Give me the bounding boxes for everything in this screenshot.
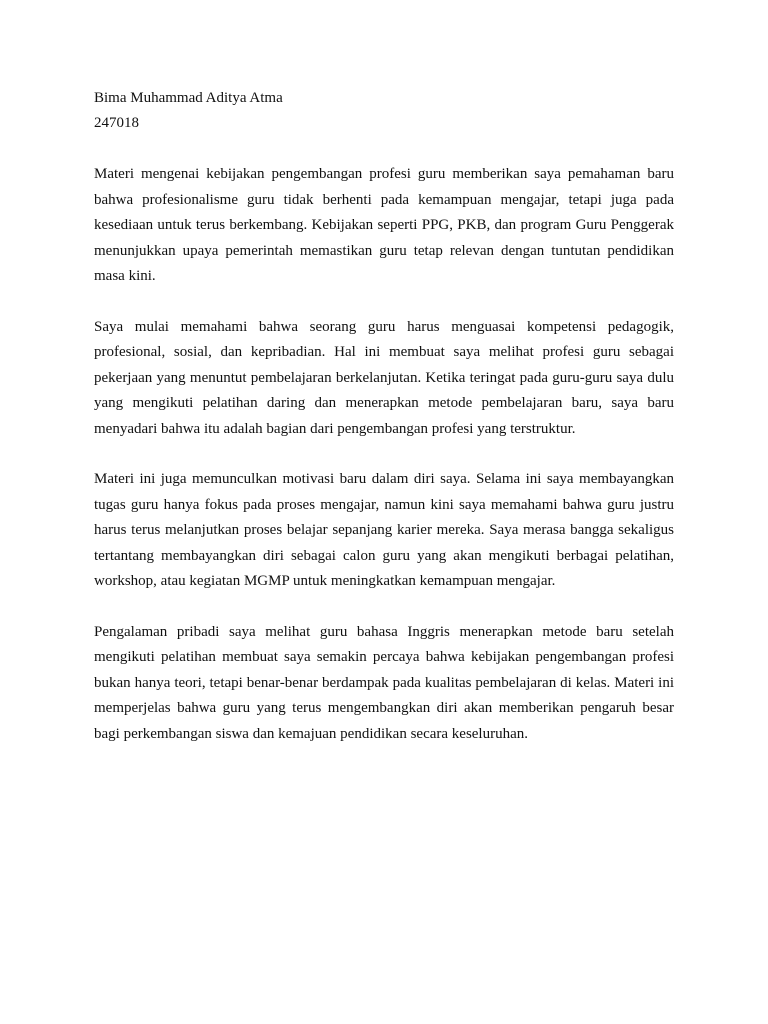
paragraph-2: Saya mulai memahami bahwa seorang guru harus menguasai kompetensi pedagogik, profesional, sosial, dan kepribadian. Hal ini membuat saya melihat profesi guru sebagai pekerjaan yang menuntut pembelajaran berkelanjutan. Ketika teringat pada guru-guru saya dulu yang mengikuti pelatihan daring dan menerapkan metode pembelajaran baru, saya baru menyadari bahwa itu adalah bagian dari pengembangan profesi yang terstruktur. (94, 318, 674, 437)
author-name: Bima Muhammad Aditya Atma (94, 90, 283, 106)
spacer (94, 595, 674, 620)
document-body (94, 86, 674, 747)
student-id: 247018 (94, 115, 139, 131)
paragraph-1: Materi mengenai kebijakan pengembangan profesi guru memberikan saya pemahaman baru bahwa profesionalisme guru tidak berhenti pada kemampuan mengajar, tetapi juga pada kesediaan untuk terus berkembang. Kebijakan seperti PPG, PKB, dan program Guru Penggerak menunjukkan upaya pemerintah memastikan guru tetap relevan dengan tuntutan pendidikan masa kini. (94, 166, 674, 284)
paragraph-4: Pengalaman pribadi saya melihat guru bahasa Inggris menerapkan metode baru setelah mengikuti pelatihan membuat saya semakin percaya bahwa kebijakan pengembangan profesi bukan hanya teori, tetapi benar-benar berdampak pada kualitas pembelajaran di kelas. Materi ini memperjelas bahwa guru yang terus mengembangkan diri akan memberikan pengaruh besar bagi perkembangan siswa dan kemajuan pendidikan secara keseluruhan. (94, 623, 674, 742)
spacer (94, 290, 674, 315)
spacer (94, 136, 674, 162)
paragraph-3: Materi ini juga memunculkan motivasi baru dalam diri saya. Selama ini saya membayangkan tugas guru hanya fokus pada proses mengajar, namun kini saya memahami bahwa guru justru harus terus melanjutkan proses belajar sepanjang karier mereka. Saya merasa bangga sekaligus tertantang membayangkan diri sebagai calon guru yang akan mengikuti berbagai pelatihan, workshop, atau kegiatan MGMP untuk meningkatkan kemampuan mengajar. (94, 471, 674, 589)
spacer (94, 442, 674, 467)
